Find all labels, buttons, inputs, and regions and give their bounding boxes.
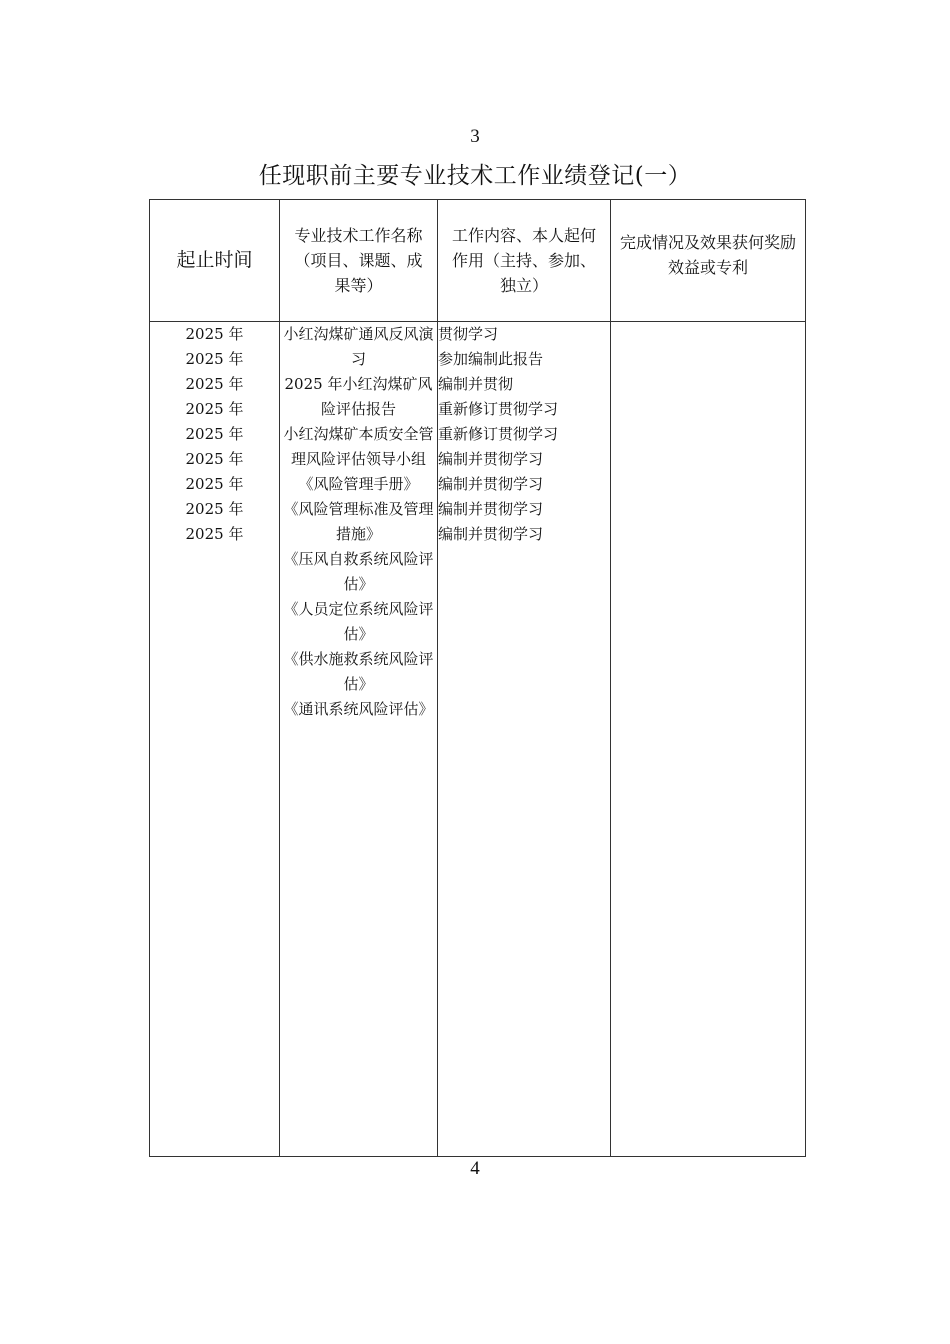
header-project-name: 专业技术工作名称（项目、课题、成果等） (280, 200, 438, 322)
project-entry: 《通讯系统风险评估》 (283, 700, 434, 718)
time-entry: 2025 年 (185, 475, 244, 493)
time-entry: 2025 年 (185, 525, 244, 543)
role-entry: 编制并贯彻学习 (438, 500, 544, 518)
role-entry: 编制并贯彻学习 (438, 475, 544, 493)
project-entry: 小红沟煤矿本质安全管理风险评估领导小组 (283, 425, 434, 468)
time-entry: 2025 年 (185, 325, 244, 343)
role-entry: 重新修订贯彻学习 (438, 425, 559, 443)
page-number-bottom: 4 (470, 1158, 480, 1179)
time-entry: 2025 年 (185, 375, 244, 393)
period-cell (150, 322, 280, 1157)
header-role: 工作内容、本人起何作用（主持、参加、独立） (438, 200, 611, 322)
time-entry: 2025 年 (185, 400, 244, 418)
page-title: 任现职前主要专业技术工作业绩登记(一） (258, 163, 692, 189)
time-entry: 2025 年 (185, 450, 244, 468)
time-entry: 2025 年 (185, 425, 244, 443)
results-cell (611, 322, 806, 1157)
role-cell (438, 322, 611, 1157)
project-entry: 《风险管理标准及管理措施》 (283, 500, 434, 543)
project-entry: 《人员定位系统风险评估》 (283, 600, 434, 643)
header-results: 完成情况及效果获何奖励效益或专利 (611, 200, 806, 322)
project-entry: 小红沟煤矿通风反风演习 (283, 325, 434, 368)
role-entry: 贯彻学习 (438, 325, 499, 343)
table-body-row (150, 322, 806, 1157)
project-entry: 《风险管理手册》 (298, 475, 419, 493)
time-entry: 2025 年 (185, 500, 244, 518)
project-entry: 《供水施救系统风险评估》 (283, 650, 434, 693)
page-number-top: 3 (470, 126, 480, 147)
role-entry: 重新修订贯彻学习 (438, 400, 559, 418)
header-period: 起止时间 (150, 200, 280, 322)
project-cell (280, 322, 438, 1157)
project-entry: 2025 年小红沟煤矿风险评估报告 (284, 375, 433, 418)
role-entry: 编制并贯彻学习 (438, 450, 544, 468)
role-entry: 参加编制此报告 (438, 350, 544, 368)
achievement-register-table (149, 199, 806, 1157)
role-entry: 编制并贯彻 (438, 375, 514, 393)
project-entry: 《压风自救系统风险评估》 (283, 550, 434, 593)
time-entry: 2025 年 (185, 350, 244, 368)
table-header-row (150, 200, 806, 322)
role-entry: 编制并贯彻学习 (438, 525, 544, 543)
